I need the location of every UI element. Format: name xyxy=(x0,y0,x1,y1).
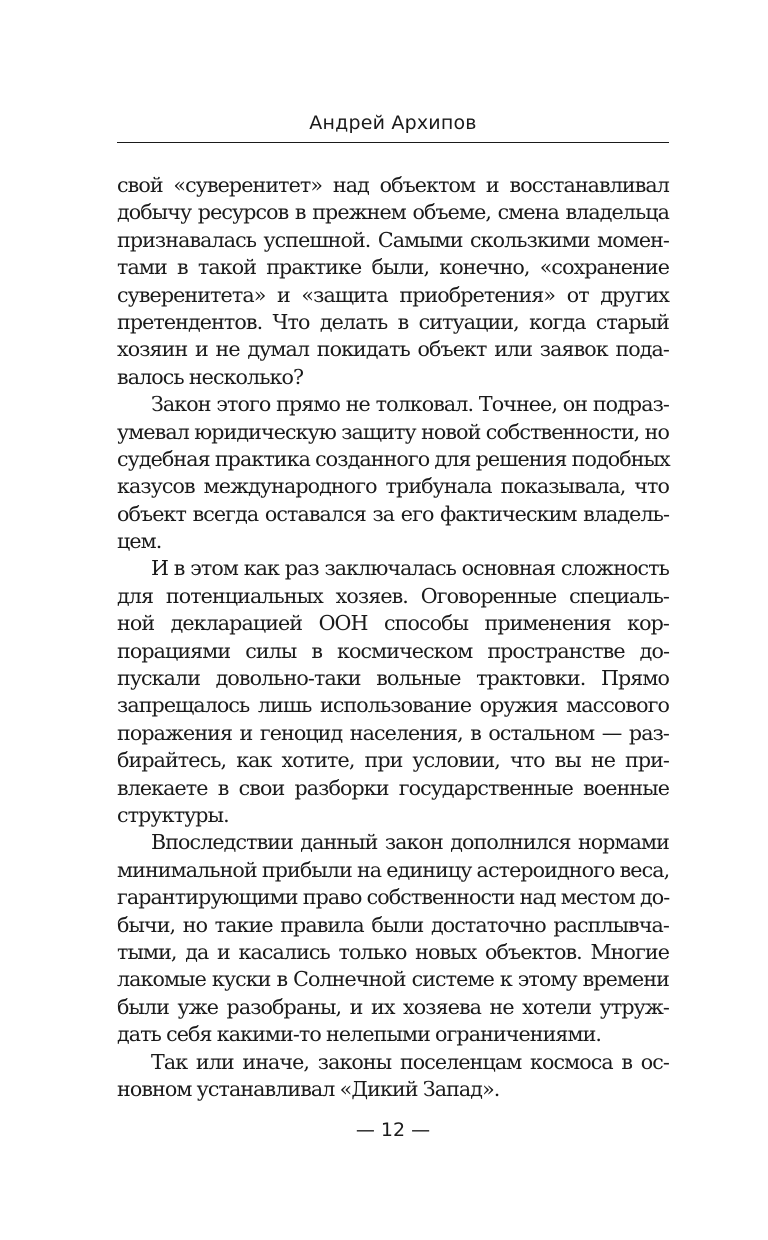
text-line: умевал юридическую защиту новой собственности, но xyxy=(117,419,669,444)
text-line: бычи, но такие правила были достаточно расплывча- xyxy=(117,912,669,937)
text-line: пускали довольно-таки вольные трактовки. Прямо xyxy=(117,666,669,691)
paragraph xyxy=(117,1049,669,1104)
text-line: цем. xyxy=(117,529,162,554)
text-line: валось несколько? xyxy=(117,364,304,389)
header-rule xyxy=(117,142,669,143)
text-line: добычу ресурсов в прежнем объеме, смена владельца xyxy=(117,200,669,225)
text-line: судебная практика созданного для решения подобных xyxy=(117,446,670,471)
text-line: ной декларацией ООН способы применения кор- xyxy=(117,611,669,636)
text-line: запрещалось лишь использование оружия массового xyxy=(117,693,669,718)
running-head-author: Андрей Архипов xyxy=(309,112,477,134)
text-line: для потенциальных хозяев. Оговоренные специаль- xyxy=(117,583,669,608)
paragraph xyxy=(117,391,669,555)
paragraph xyxy=(117,555,669,829)
text-line: дать себя какими-то нелепыми ограничениями. xyxy=(117,1022,602,1047)
body-text xyxy=(117,172,669,1103)
text-line: поражения и геноцид населения, в остальном — раз- xyxy=(117,720,669,745)
text-line: суверенитета» и «защита приобретения» от других xyxy=(117,282,669,307)
text-line: были уже разобраны, и их хозяева не хотели утруж- xyxy=(117,994,669,1019)
page-number: — 12 — xyxy=(355,1119,431,1141)
text-line: объект всегда оставался за его фактическим владель- xyxy=(117,501,669,526)
text-line: Впоследствии данный закон дополнился нормами xyxy=(151,830,669,855)
text-line: тыми, да и касались только новых объектов. Многие xyxy=(117,939,669,964)
paragraph xyxy=(117,172,669,391)
text-line: Так или иначе, законы поселенцам космоса в ос- xyxy=(151,1049,669,1074)
text-line: хозяин и не думал покидать объект или заявок пода- xyxy=(117,337,669,362)
text-line: минимальной прибыли на единицу астероидного веса, xyxy=(117,857,670,882)
text-line: тами в такой практике были, конечно, «сохранение xyxy=(117,255,669,280)
text-line: Закон этого прямо не толковал. Точнее, он подраз- xyxy=(151,392,669,417)
text-line: гарантирующими право собственности над местом до- xyxy=(117,885,670,910)
text-line: новном устанавливал «Дикий Запад». xyxy=(117,1076,500,1101)
text-line: И в этом как раз заключалась основная сложность xyxy=(151,556,669,581)
text-line: лакомые куски в Солнечной системе к этому времени xyxy=(117,967,669,992)
text-line: порациями силы в космическом пространстве до- xyxy=(117,638,669,663)
paragraph xyxy=(117,829,669,1048)
text-line: структуры. xyxy=(117,802,229,827)
text-line: бирайтесь, как хотите, при условии, что вы не при- xyxy=(117,748,669,773)
text-line: претендентов. Что делать в ситуации, когда старый xyxy=(117,309,669,334)
text-line: казусов международного трибунала показывала, что xyxy=(117,474,669,499)
text-line: признавалась успешной. Самыми скользкими момен- xyxy=(117,227,669,252)
text-line: влекаете в свои разборки государственные военные xyxy=(117,775,669,800)
text-line: свой «суверенитет» над объектом и восстанавливал xyxy=(117,173,669,197)
